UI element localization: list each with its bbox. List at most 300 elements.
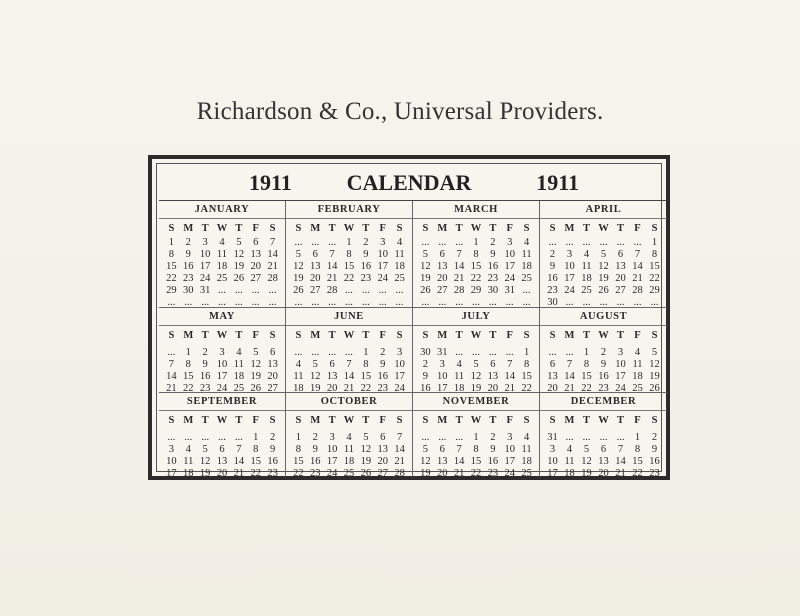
- day-cell: 7: [617, 444, 624, 455]
- week-row: [163, 297, 281, 308]
- weekday-label: F: [252, 415, 259, 426]
- month-name: OCTOBER: [286, 396, 412, 411]
- day-cell: ...: [505, 297, 514, 308]
- day-cell: ...: [361, 285, 370, 296]
- day-cell: 25: [521, 468, 532, 477]
- day-cell: 22: [632, 468, 643, 477]
- weekday-header: [163, 330, 281, 343]
- weekday-label: S: [396, 223, 403, 234]
- day-cell: 2: [490, 432, 496, 443]
- day-cell: 2: [185, 237, 191, 248]
- week-row: [163, 261, 281, 273]
- weekday-header: [290, 330, 408, 343]
- day-cell: ...: [633, 237, 642, 248]
- day-cell: 12: [233, 249, 245, 260]
- day-cell: 16: [360, 261, 372, 272]
- day-cell: 7: [329, 249, 335, 260]
- day-cell: 27: [377, 468, 388, 477]
- weekday-label: S: [523, 415, 530, 426]
- day-cell: 9: [549, 261, 556, 272]
- weekday-label: M: [564, 330, 575, 341]
- weekday-label: T: [201, 223, 209, 234]
- weekday-label: M: [564, 415, 575, 426]
- day-cell: ...: [599, 297, 608, 308]
- day-cell: 25: [581, 285, 592, 296]
- day-cell: 7: [236, 444, 242, 455]
- day-cell: 10: [547, 456, 558, 467]
- day-cell: ...: [234, 432, 243, 443]
- day-cell: 14: [394, 444, 405, 455]
- day-cell: 31: [547, 432, 558, 443]
- weekday-label: S: [168, 223, 175, 234]
- day-cell: ...: [421, 432, 430, 443]
- day-cell: ...: [522, 297, 531, 308]
- day-cell: ...: [328, 347, 337, 358]
- month-august: [540, 308, 667, 393]
- day-cell: 11: [293, 371, 304, 382]
- day-cell: 14: [564, 371, 575, 382]
- week-row: [417, 347, 535, 359]
- day-cell: 11: [521, 249, 532, 260]
- day-cell: 19: [420, 468, 431, 477]
- weekday-label: S: [422, 415, 429, 426]
- calendar-title-row: [157, 170, 661, 198]
- weekday-label: F: [252, 330, 259, 341]
- day-cell: 12: [581, 456, 592, 467]
- day-rows: [163, 432, 281, 477]
- weekday-label: M: [564, 223, 575, 234]
- day-cell: ...: [565, 432, 574, 443]
- day-cell: 6: [490, 359, 496, 370]
- day-cell: 4: [396, 237, 403, 248]
- day-cell: 15: [343, 261, 355, 272]
- day-cell: ...: [505, 347, 514, 358]
- week-row: [544, 456, 663, 468]
- day-cell: ...: [184, 297, 193, 308]
- week-row: [290, 371, 408, 383]
- day-cell: 24: [564, 285, 575, 296]
- weekday-label: T: [235, 415, 243, 426]
- week-row: [290, 261, 408, 273]
- day-cell: 14: [453, 261, 465, 272]
- day-cell: 22: [360, 383, 372, 393]
- weekday-header: [544, 415, 663, 428]
- day-cell: 23: [183, 273, 194, 284]
- day-cell: 15: [581, 371, 592, 382]
- day-cell: 7: [396, 432, 403, 443]
- day-cell: 25: [216, 273, 228, 284]
- calendar-inner-border: [156, 163, 662, 477]
- day-cell: 14: [166, 371, 177, 382]
- day-cell: 9: [269, 444, 276, 455]
- day-cell: 3: [439, 359, 445, 370]
- day-cell: 26: [360, 468, 372, 477]
- day-cell: ...: [565, 297, 574, 308]
- day-cell: 1: [346, 237, 352, 248]
- weekday-label: F: [506, 330, 513, 341]
- day-cell: ...: [184, 432, 193, 443]
- day-cell: 20: [250, 261, 261, 272]
- day-cell: 24: [504, 273, 515, 284]
- day-cell: 11: [632, 359, 643, 370]
- day-cell: 22: [293, 468, 304, 477]
- months-grid: [159, 200, 667, 477]
- day-cell: 4: [295, 359, 302, 370]
- day-cell: 2: [363, 237, 369, 248]
- day-cell: ...: [548, 347, 557, 358]
- day-cell: 9: [422, 371, 429, 382]
- day-cell: 4: [566, 444, 573, 455]
- day-cell: ...: [294, 297, 303, 308]
- weekday-header: [163, 223, 281, 236]
- day-rows: [417, 347, 535, 393]
- day-cell: 18: [632, 371, 643, 382]
- day-cell: 7: [507, 359, 513, 370]
- day-cell: ...: [345, 285, 353, 296]
- day-cell: 16: [487, 456, 499, 467]
- week-row: [163, 456, 281, 468]
- day-cell: 19: [420, 273, 431, 284]
- day-cell: ...: [633, 297, 642, 308]
- day-cell: 3: [329, 432, 335, 443]
- day-cell: 26: [649, 383, 660, 393]
- weekday-label: W: [216, 330, 228, 341]
- day-cell: 22: [649, 273, 660, 284]
- weekday-header: [417, 415, 535, 428]
- week-row: [544, 444, 663, 456]
- day-cell: 10: [216, 359, 228, 370]
- day-cell: 3: [617, 347, 624, 358]
- day-cell: ...: [455, 432, 464, 443]
- week-row: [290, 456, 408, 468]
- day-cell: 2: [490, 237, 496, 248]
- day-cell: 13: [310, 261, 321, 272]
- day-cell: ...: [218, 297, 226, 308]
- day-cell: 19: [199, 468, 211, 477]
- day-cell: 14: [615, 456, 626, 467]
- week-row: [417, 261, 535, 273]
- weekday-label: M: [183, 330, 194, 341]
- day-cell: ...: [361, 297, 370, 308]
- day-cell: 17: [547, 468, 558, 477]
- day-cell: 16: [310, 456, 321, 467]
- day-cell: 2: [600, 347, 607, 358]
- weekday-label: F: [379, 415, 386, 426]
- day-cell: 12: [470, 371, 482, 382]
- day-cell: 17: [564, 273, 575, 284]
- week-row: [417, 359, 535, 371]
- day-cell: 24: [615, 383, 626, 393]
- day-cell: 7: [346, 359, 352, 370]
- day-cell: 24: [199, 273, 211, 284]
- week-row: [544, 347, 663, 359]
- day-cell: 23: [487, 468, 499, 477]
- day-cell: 6: [219, 444, 225, 455]
- month-february: [286, 201, 413, 308]
- weekday-label: S: [422, 330, 429, 341]
- day-cell: 28: [394, 468, 405, 477]
- weekday-label: W: [598, 330, 609, 341]
- weekday-header: [544, 223, 663, 236]
- weekday-label: F: [634, 415, 641, 426]
- day-cell: 4: [236, 347, 242, 358]
- day-cell: ...: [201, 297, 210, 308]
- day-cell: 4: [523, 237, 530, 248]
- day-cell: 13: [377, 444, 388, 455]
- day-rows: [417, 237, 535, 308]
- month-name: JULY: [413, 311, 539, 326]
- day-cell: 10: [326, 444, 338, 455]
- day-cell: ...: [218, 285, 226, 296]
- weekday-label: M: [310, 415, 321, 426]
- week-row: [163, 285, 281, 297]
- week-row: [163, 432, 281, 444]
- day-cell: 3: [507, 432, 513, 443]
- day-cell: 7: [566, 359, 573, 370]
- weekday-label: W: [598, 223, 609, 234]
- day-rows: [417, 432, 535, 477]
- day-cell: 20: [598, 468, 609, 477]
- month-october: [286, 393, 413, 477]
- day-cell: 15: [649, 261, 660, 272]
- day-cell: 15: [470, 261, 482, 272]
- day-cell: 14: [267, 249, 278, 260]
- day-cell: 4: [634, 347, 641, 358]
- week-row: [544, 468, 663, 477]
- day-cell: 13: [437, 261, 448, 272]
- day-cell: 20: [547, 383, 558, 393]
- day-cell: ...: [650, 297, 659, 308]
- weekday-label: S: [523, 223, 530, 234]
- day-cell: 16: [267, 456, 278, 467]
- day-cell: 18: [343, 456, 355, 467]
- day-cell: 6: [439, 249, 445, 260]
- weekday-label: M: [183, 415, 194, 426]
- weekday-label: M: [310, 330, 321, 341]
- day-cell: 26: [250, 383, 261, 393]
- day-cell: 21: [632, 273, 643, 284]
- day-cell: 13: [598, 456, 609, 467]
- day-cell: 13: [326, 371, 338, 382]
- weekday-label: T: [489, 223, 497, 234]
- month-january: [159, 201, 286, 308]
- week-row: [163, 468, 281, 477]
- day-cell: ...: [438, 237, 447, 248]
- day-cell: ...: [167, 347, 176, 358]
- day-cell: 17: [394, 371, 405, 382]
- day-cell: 18: [521, 261, 532, 272]
- weekday-label: T: [201, 415, 209, 426]
- day-cell: 6: [600, 444, 607, 455]
- week-row: [290, 359, 408, 371]
- day-cell: 21: [453, 468, 465, 477]
- day-cell: 23: [377, 383, 388, 393]
- week-row: [290, 383, 408, 393]
- day-cell: 6: [380, 432, 386, 443]
- day-cell: 17: [199, 261, 211, 272]
- day-cell: 11: [581, 261, 592, 272]
- day-cell: 24: [394, 383, 405, 393]
- day-cell: 1: [473, 237, 479, 248]
- weekday-label: S: [269, 223, 276, 234]
- day-cell: 5: [295, 249, 302, 260]
- day-rows: [544, 237, 663, 308]
- day-cell: ...: [251, 285, 260, 296]
- day-cell: 20: [437, 468, 448, 477]
- weekday-label: T: [235, 223, 243, 234]
- day-cell: 28: [326, 285, 338, 296]
- week-row: [417, 432, 535, 444]
- weekday-label: W: [470, 223, 482, 234]
- day-cell: 15: [250, 456, 261, 467]
- day-cell: ...: [218, 432, 226, 443]
- weekday-label: F: [634, 330, 641, 341]
- day-cell: ...: [438, 432, 447, 443]
- day-cell: 19: [360, 456, 372, 467]
- day-cell: 17: [504, 261, 515, 272]
- day-cell: 22: [521, 383, 532, 393]
- day-cell: 20: [377, 456, 388, 467]
- day-cell: 8: [473, 249, 479, 260]
- day-cell: ...: [345, 347, 353, 358]
- day-cell: 15: [360, 371, 372, 382]
- day-cell: 8: [253, 444, 259, 455]
- day-cell: 1: [185, 347, 191, 358]
- weekday-label: T: [582, 223, 590, 234]
- day-cell: 8: [473, 444, 479, 455]
- weekday-label: T: [201, 330, 209, 341]
- day-cell: ...: [234, 285, 243, 296]
- day-cell: ...: [311, 237, 320, 248]
- day-cell: 5: [236, 237, 242, 248]
- day-cell: 8: [523, 359, 530, 370]
- weekday-label: T: [362, 415, 370, 426]
- day-cell: 23: [267, 468, 278, 477]
- day-cell: 22: [250, 468, 261, 477]
- month-april: [540, 201, 667, 308]
- day-cell: ...: [548, 237, 557, 248]
- day-cell: 19: [293, 273, 304, 284]
- day-cell: 2: [269, 432, 276, 443]
- day-cell: 16: [487, 261, 499, 272]
- day-cell: 8: [185, 359, 191, 370]
- day-cell: 17: [504, 456, 515, 467]
- day-cell: 17: [326, 456, 338, 467]
- weekday-label: S: [168, 415, 175, 426]
- day-cell: 5: [600, 249, 607, 260]
- day-cell: 27: [250, 273, 261, 284]
- weekday-label: F: [379, 330, 386, 341]
- day-cell: ...: [268, 285, 277, 296]
- weekday-label: T: [328, 415, 336, 426]
- weekday-label: S: [523, 330, 530, 341]
- weekday-label: F: [506, 415, 513, 426]
- day-cell: 14: [343, 371, 355, 382]
- week-row: [290, 468, 408, 477]
- day-cell: 8: [634, 444, 641, 455]
- day-cell: 14: [326, 261, 338, 272]
- day-cell: 29: [470, 285, 482, 296]
- day-cell: 1: [583, 347, 590, 358]
- day-cell: 18: [453, 383, 465, 393]
- day-cell: ...: [268, 297, 277, 308]
- week-row: [290, 432, 408, 444]
- day-cell: ...: [311, 297, 320, 308]
- day-cell: 6: [549, 359, 556, 370]
- day-cell: 11: [521, 444, 532, 455]
- day-cell: 27: [437, 285, 448, 296]
- weekday-label: S: [549, 330, 556, 341]
- day-cell: 20: [487, 383, 499, 393]
- day-cell: 21: [453, 273, 465, 284]
- day-cell: 22: [470, 468, 482, 477]
- day-cell: 22: [343, 273, 355, 284]
- week-row: [544, 359, 663, 371]
- day-cell: 23: [598, 383, 609, 393]
- week-row: [417, 371, 535, 383]
- day-cell: 12: [420, 456, 431, 467]
- day-cell: 10: [615, 359, 626, 370]
- day-cell: 13: [216, 456, 228, 467]
- day-cell: 1: [634, 432, 641, 443]
- day-cell: 15: [470, 456, 482, 467]
- week-row: [290, 237, 408, 249]
- day-cell: 24: [504, 468, 515, 477]
- day-cell: 4: [523, 432, 530, 443]
- day-cell: ...: [565, 237, 574, 248]
- day-cell: 5: [202, 444, 208, 455]
- month-name: MARCH: [413, 204, 539, 219]
- day-cell: 23: [547, 285, 558, 296]
- week-row: [544, 383, 663, 393]
- weekday-label: S: [651, 330, 658, 341]
- day-cell: 11: [394, 249, 405, 260]
- day-cell: 19: [581, 468, 592, 477]
- week-row: [544, 432, 663, 444]
- day-cell: 11: [343, 444, 355, 455]
- day-cell: 12: [360, 444, 372, 455]
- weekday-label: T: [489, 330, 497, 341]
- day-cell: 17: [166, 468, 177, 477]
- day-cell: ...: [438, 297, 447, 308]
- day-cell: 20: [267, 371, 278, 382]
- day-cell: 23: [649, 468, 660, 477]
- day-cell: ...: [311, 347, 320, 358]
- day-cell: ...: [616, 237, 625, 248]
- day-cell: 3: [219, 347, 225, 358]
- day-cell: 24: [377, 273, 388, 284]
- day-cell: 19: [310, 383, 321, 393]
- weekday-label: T: [582, 415, 590, 426]
- day-cell: 2: [549, 249, 556, 260]
- weekday-header: [290, 223, 408, 236]
- week-row: [544, 371, 663, 383]
- weekday-label: T: [455, 330, 463, 341]
- day-cell: 1: [523, 347, 530, 358]
- day-cell: 5: [651, 347, 658, 358]
- week-row: [544, 297, 663, 308]
- weekday-label: T: [616, 223, 624, 234]
- day-cell: 8: [651, 249, 658, 260]
- weekday-label: W: [216, 223, 228, 234]
- weekday-label: T: [328, 223, 336, 234]
- day-cell: 2: [422, 359, 429, 370]
- day-cell: 8: [295, 444, 302, 455]
- day-cell: 22: [470, 273, 482, 284]
- day-cell: 16: [547, 273, 558, 284]
- weekday-label: M: [437, 223, 448, 234]
- weekday-label: T: [455, 223, 463, 234]
